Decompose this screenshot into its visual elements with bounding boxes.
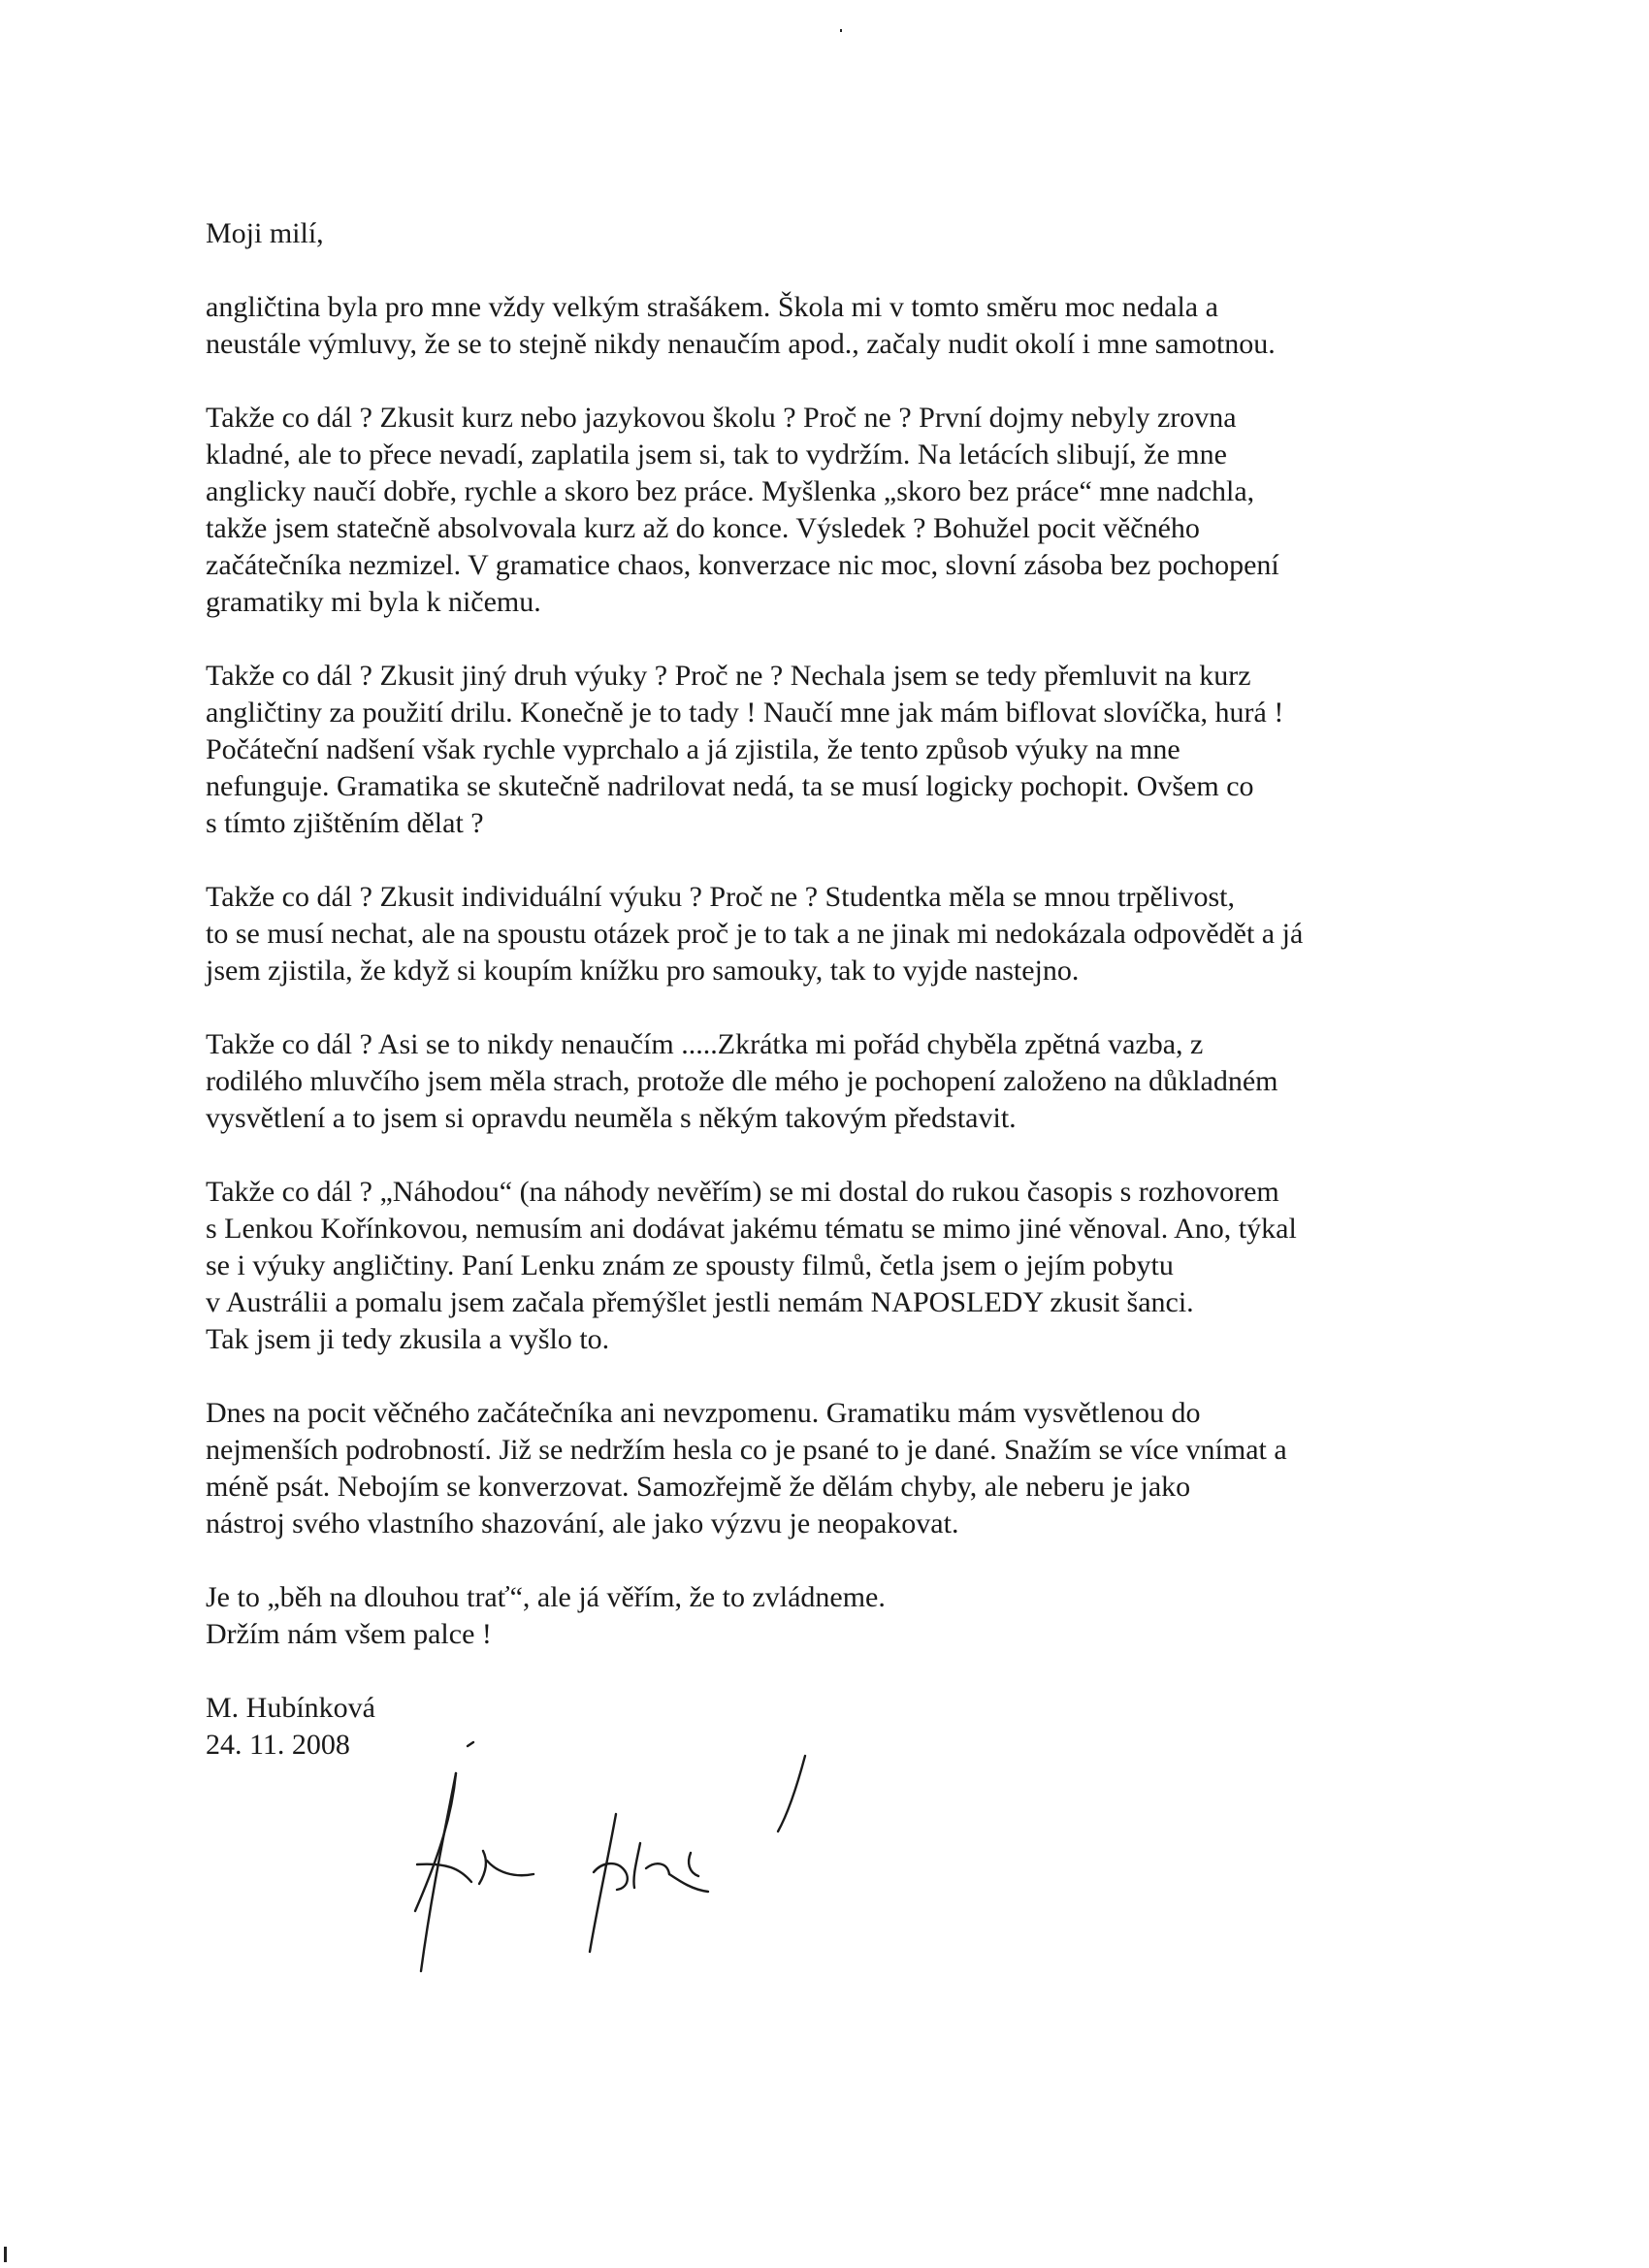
letter-closing (206, 1579, 1457, 1653)
text-line: Držím nám všem palce ! (206, 1618, 492, 1650)
text-line: s tímto zjištěním dělat ? (206, 807, 484, 839)
text-line: Takže co dál ? „Náhodou“ (na náhody nevěřím) se mi dostal do rukou časopis s rozhovorem (206, 1176, 1279, 1208)
text-line: gramatiky mi byla k ničemu. (206, 586, 541, 618)
text-line: to se musí nechat, ale na spoustu otázek proč je to tak a ne jinak mi nedokázala odpovědět a já (206, 918, 1304, 950)
text-line: angličtiny za použití drilu. Konečně je to tady ! Naučí mne jak mám biflovat slovíčka, hurá ! (206, 697, 1284, 729)
paragraph (206, 1395, 1457, 1542)
scan-mark (4, 2247, 7, 2262)
text-line: Takže co dál ? Zkusit jiný druh výuky ? Proč ne ? Nechala jsem se tedy přemluvit na kurz (206, 660, 1251, 692)
text-line: takže jsem statečně absolvovala kurz až do konce. Výsledek ? Bohužel pocit věčného (206, 512, 1200, 544)
paragraph (206, 400, 1457, 621)
text-line: v Austrálii a pomalu jsem začala přemýšlet jestli nemám NAPOSLEDY zkusit šanci. (206, 1286, 1194, 1318)
text-line: méně psát. Nebojím se konverzovat. Samozřejmě že dělám chyby, ale neberu je jako (206, 1471, 1191, 1503)
text-line: angličtina byla pro mne vždy velkým strašákem. Škola mi v tomto směru moc nedala a (206, 291, 1218, 323)
paragraph (206, 1174, 1457, 1358)
text-line: se i výuky angličtiny. Paní Lenku znám ze spousty filmů, četla jsem o jejím pobytu (206, 1249, 1174, 1281)
text-line: začátečníka nezmizel. V gramatice chaos, konverzace nic moc, slovní zásoba bez pochopení (206, 549, 1279, 581)
paragraph (206, 1026, 1457, 1137)
paragraph (206, 658, 1457, 842)
text-line: kladné, ale to přece nevadí, zaplatila jsem si, tak to vydržím. Na letácích slibují, že mne (206, 438, 1227, 470)
text-line: Dnes na pocit věčného začátečníka ani nevzpomenu. Gramatiku mám vysvětlenou do (206, 1397, 1201, 1429)
text-line: neustále výmluvy, že se to stejně nikdy nenaučím apod., začaly nudit okolí i mne samotnou. (206, 328, 1276, 360)
text-line: Takže co dál ? Asi se to nikdy nenaučím .....Zkrátka mi pořád chyběla zpětná vazba, z (206, 1028, 1204, 1060)
text-line: nejmenších podrobností. Již se nedržím hesla co je psané to je dané. Snažím se více vnímat a (206, 1434, 1287, 1466)
handwritten-signature (378, 1717, 863, 2027)
text-line: jsem zjistila, že když si koupím knížku pro samouky, tak to vyjde nastejno. (206, 955, 1080, 987)
scan-mark (840, 29, 842, 32)
text-line: Takže co dál ? Zkusit individuální výuku ? Proč ne ? Studentka měla se mnou trpělivost, (206, 881, 1235, 913)
text-line: Tak jsem ji tedy zkusila a vyšlo to. (206, 1323, 610, 1355)
text-line: anglicky naučí dobře, rychle a skoro bez práce. Myšlenka „skoro bez práce“ mne nadchla, (206, 475, 1255, 507)
text-line: Takže co dál ? Zkusit kurz nebo jazykovou školu ? Proč ne ? První dojmy nebyly zrovna (206, 402, 1237, 434)
text-line: vysvětlení a to jsem si opravdu neuměla s někým takovým představit. (206, 1102, 1017, 1134)
text-line: s Lenkou Kořínkovou, nemusím ani dodávat jakému tématu se mimo jiné věnoval. Ano, týkal (206, 1213, 1297, 1245)
text-line: nefunguje. Gramatika se skutečně nadrilovat nedá, ta se musí logicky pochopit. Ovšem co (206, 770, 1254, 802)
letter-date: 24. 11. 2008 (206, 1729, 350, 1761)
paragraph (206, 879, 1457, 989)
text-line: Počáteční nadšení však rychle vyprchalo a já zjistila, že tento způsob výuky na mne (206, 733, 1180, 765)
text-line: nástroj svého vlastního shazování, ale jako výzvu je neopakovat. (206, 1507, 959, 1539)
letter-greeting: Moji milí, (206, 217, 324, 249)
text-line: rodilého mluvčího jsem měla strach, protože dle mého je pochopení založeno na důkladném (206, 1065, 1278, 1097)
paragraph (206, 289, 1457, 363)
author-name: M. Hubínková (206, 1692, 375, 1724)
text-line: Je to „běh na dlouhou trať“, ale já věřím, že to zvládneme. (206, 1581, 886, 1613)
letter-body (206, 215, 1457, 1764)
